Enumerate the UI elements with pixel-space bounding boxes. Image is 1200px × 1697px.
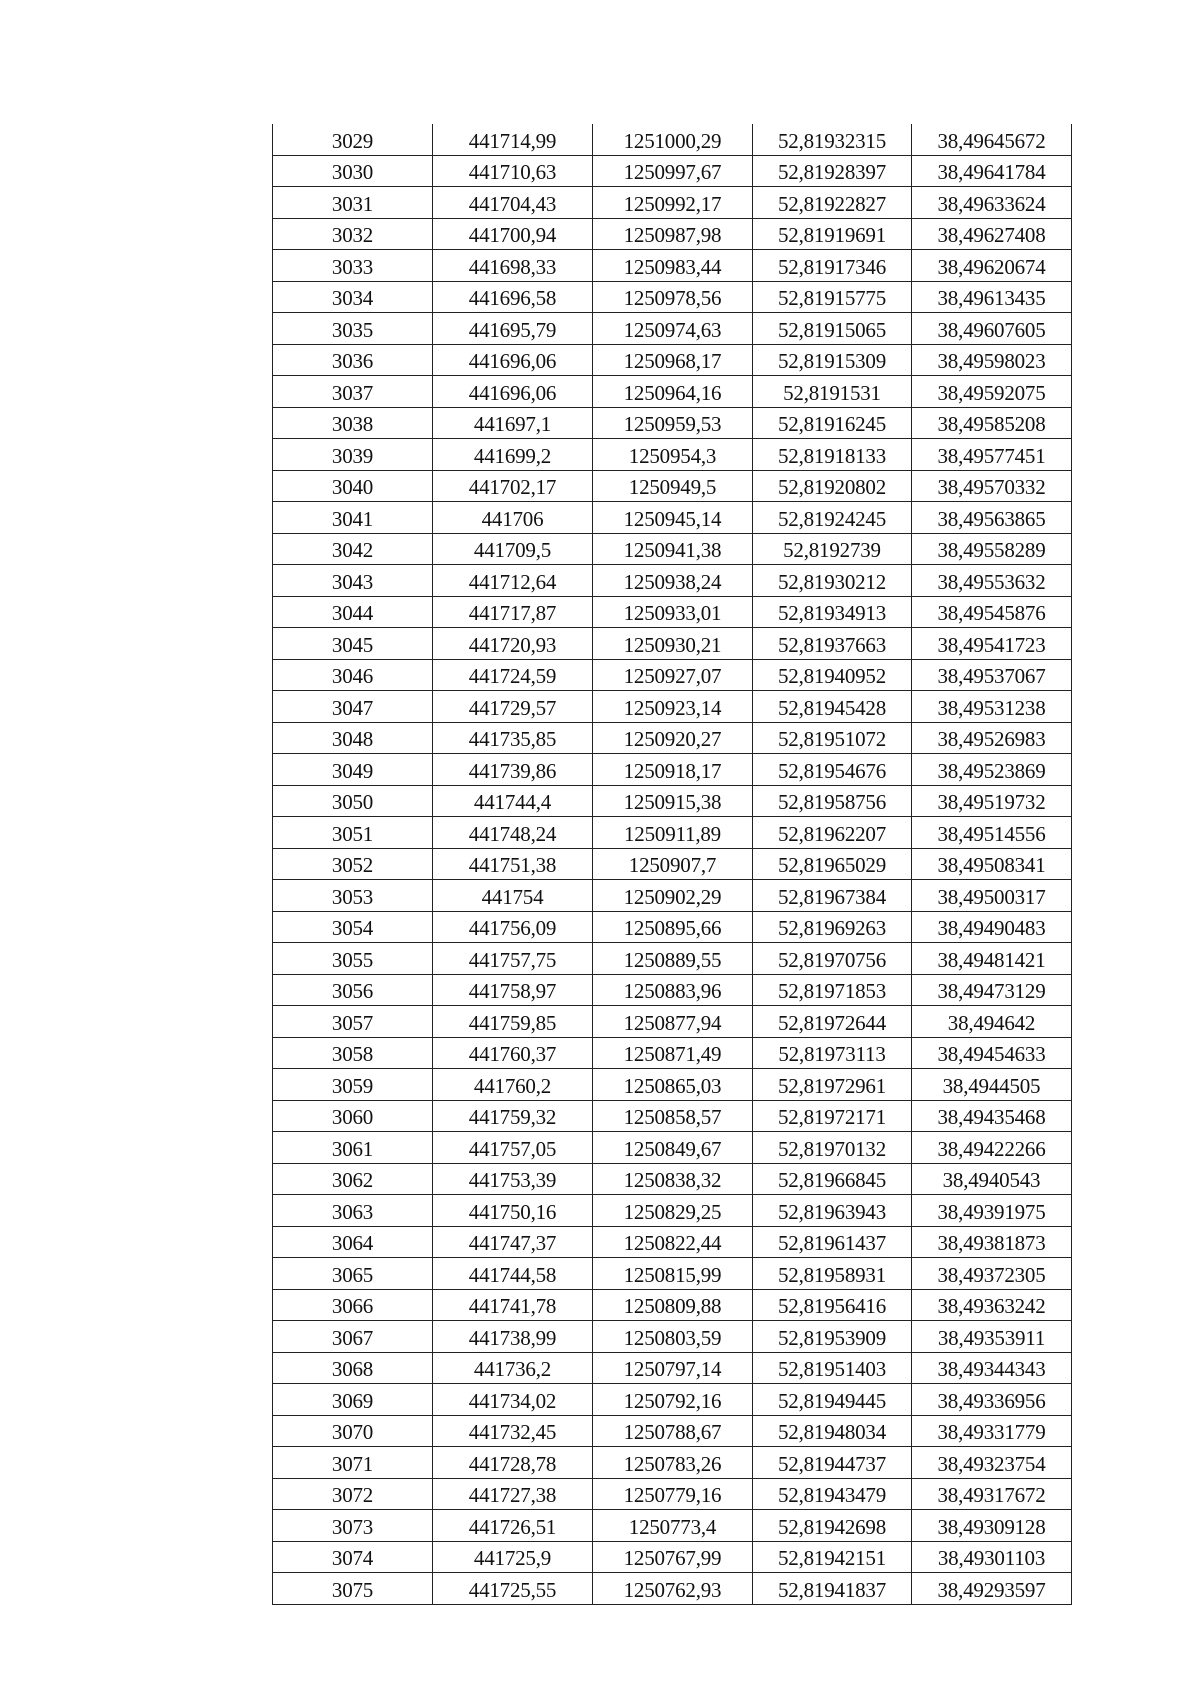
x-coordinate-cell: 441734,02 [433, 1384, 593, 1416]
y-coordinate-cell: 1250895,66 [593, 911, 753, 943]
y-coordinate-cell: 1250964,16 [593, 376, 753, 408]
latitude-cell: 52,81956416 [753, 1289, 912, 1321]
longitude-cell: 38,49372305 [912, 1258, 1072, 1290]
y-coordinate-cell: 1250954,3 [593, 439, 753, 471]
longitude-cell: 38,49598023 [912, 344, 1072, 376]
y-coordinate-cell: 1250923,14 [593, 691, 753, 723]
longitude-cell: 38,49620674 [912, 250, 1072, 282]
y-coordinate-cell: 1250941,38 [593, 533, 753, 565]
point-number-cell: 3055 [273, 943, 433, 975]
point-number-cell: 3069 [273, 1384, 433, 1416]
point-number-cell: 3041 [273, 502, 433, 534]
latitude-cell: 52,81953909 [753, 1321, 912, 1353]
x-coordinate-cell: 441757,05 [433, 1132, 593, 1164]
latitude-cell: 52,81969263 [753, 911, 912, 943]
point-number-cell: 3048 [273, 722, 433, 754]
table-row [273, 187, 1072, 219]
x-coordinate-cell: 441736,2 [433, 1352, 593, 1384]
x-coordinate-cell: 441750,16 [433, 1195, 593, 1227]
y-coordinate-cell: 1250959,53 [593, 407, 753, 439]
table-row [273, 533, 1072, 565]
latitude-cell: 52,81916245 [753, 407, 912, 439]
longitude-cell: 38,4940543 [912, 1163, 1072, 1195]
point-number-cell: 3045 [273, 628, 433, 660]
x-coordinate-cell: 441758,97 [433, 974, 593, 1006]
longitude-cell: 38,49514556 [912, 817, 1072, 849]
x-coordinate-cell: 441760,37 [433, 1037, 593, 1069]
y-coordinate-cell: 1250883,96 [593, 974, 753, 1006]
longitude-cell: 38,49454633 [912, 1037, 1072, 1069]
latitude-cell: 52,81930212 [753, 565, 912, 597]
y-coordinate-cell: 1250911,89 [593, 817, 753, 849]
latitude-cell: 52,81966845 [753, 1163, 912, 1195]
y-coordinate-cell: 1250773,4 [593, 1510, 753, 1542]
x-coordinate-cell: 441699,2 [433, 439, 593, 471]
point-number-cell: 3050 [273, 785, 433, 817]
point-number-cell: 3064 [273, 1226, 433, 1258]
longitude-cell: 38,49633624 [912, 187, 1072, 219]
point-number-cell: 3042 [273, 533, 433, 565]
point-number-cell: 3046 [273, 659, 433, 691]
table-row [273, 1447, 1072, 1479]
longitude-cell: 38,49577451 [912, 439, 1072, 471]
point-number-cell: 3052 [273, 848, 433, 880]
table-row [273, 974, 1072, 1006]
point-number-cell: 3030 [273, 155, 433, 187]
latitude-cell: 52,81941837 [753, 1573, 912, 1605]
y-coordinate-cell: 1250767,99 [593, 1541, 753, 1573]
latitude-cell: 52,81972171 [753, 1100, 912, 1132]
x-coordinate-cell: 441725,55 [433, 1573, 593, 1605]
longitude-cell: 38,49585208 [912, 407, 1072, 439]
y-coordinate-cell: 1250945,14 [593, 502, 753, 534]
table-row [273, 1069, 1072, 1101]
longitude-cell: 38,49563865 [912, 502, 1072, 534]
point-number-cell: 3073 [273, 1510, 433, 1542]
y-coordinate-cell: 1250918,17 [593, 754, 753, 786]
table-row [273, 1163, 1072, 1195]
x-coordinate-cell: 441696,58 [433, 281, 593, 313]
x-coordinate-cell: 441704,43 [433, 187, 593, 219]
longitude-cell: 38,49490483 [912, 911, 1072, 943]
latitude-cell: 52,81943479 [753, 1478, 912, 1510]
longitude-cell: 38,49309128 [912, 1510, 1072, 1542]
longitude-cell: 38,49323754 [912, 1447, 1072, 1479]
table-row [273, 1100, 1072, 1132]
x-coordinate-cell: 441720,93 [433, 628, 593, 660]
x-coordinate-cell: 441696,06 [433, 376, 593, 408]
point-number-cell: 3057 [273, 1006, 433, 1038]
table-row [273, 565, 1072, 597]
table-row [273, 785, 1072, 817]
y-coordinate-cell: 1250949,5 [593, 470, 753, 502]
y-coordinate-cell: 1250797,14 [593, 1352, 753, 1384]
point-number-cell: 3051 [273, 817, 433, 849]
point-number-cell: 3059 [273, 1069, 433, 1101]
table-row [273, 313, 1072, 345]
longitude-cell: 38,49519732 [912, 785, 1072, 817]
x-coordinate-cell: 441741,78 [433, 1289, 593, 1321]
longitude-cell: 38,49641784 [912, 155, 1072, 187]
y-coordinate-cell: 1250829,25 [593, 1195, 753, 1227]
point-number-cell: 3060 [273, 1100, 433, 1132]
longitude-cell: 38,49381873 [912, 1226, 1072, 1258]
table-row [273, 250, 1072, 282]
y-coordinate-cell: 1250815,99 [593, 1258, 753, 1290]
latitude-cell: 52,81954676 [753, 754, 912, 786]
table-row [273, 1384, 1072, 1416]
coordinates-table-body [273, 124, 1072, 1604]
table-row [273, 376, 1072, 408]
longitude-cell: 38,49317672 [912, 1478, 1072, 1510]
longitude-cell: 38,49645672 [912, 124, 1072, 155]
coordinates-table [272, 124, 1072, 1605]
longitude-cell: 38,49537067 [912, 659, 1072, 691]
latitude-cell: 52,81965029 [753, 848, 912, 880]
y-coordinate-cell: 1250858,57 [593, 1100, 753, 1132]
point-number-cell: 3047 [273, 691, 433, 723]
x-coordinate-cell: 441744,58 [433, 1258, 593, 1290]
longitude-cell: 38,4944505 [912, 1069, 1072, 1101]
y-coordinate-cell: 1250927,07 [593, 659, 753, 691]
longitude-cell: 38,49301103 [912, 1541, 1072, 1573]
longitude-cell: 38,49508341 [912, 848, 1072, 880]
y-coordinate-cell: 1250849,67 [593, 1132, 753, 1164]
point-number-cell: 3071 [273, 1447, 433, 1479]
longitude-cell: 38,49592075 [912, 376, 1072, 408]
x-coordinate-cell: 441710,63 [433, 155, 593, 187]
point-number-cell: 3054 [273, 911, 433, 943]
point-number-cell: 3075 [273, 1573, 433, 1605]
y-coordinate-cell: 1250997,67 [593, 155, 753, 187]
y-coordinate-cell: 1250809,88 [593, 1289, 753, 1321]
table-row [273, 439, 1072, 471]
latitude-cell: 52,81928397 [753, 155, 912, 187]
longitude-cell: 38,49473129 [912, 974, 1072, 1006]
longitude-cell: 38,49422266 [912, 1132, 1072, 1164]
x-coordinate-cell: 441695,79 [433, 313, 593, 345]
latitude-cell: 52,81944737 [753, 1447, 912, 1479]
x-coordinate-cell: 441725,9 [433, 1541, 593, 1573]
x-coordinate-cell: 441702,17 [433, 470, 593, 502]
y-coordinate-cell: 1250915,38 [593, 785, 753, 817]
x-coordinate-cell: 441698,33 [433, 250, 593, 282]
x-coordinate-cell: 441759,32 [433, 1100, 593, 1132]
x-coordinate-cell: 441760,2 [433, 1069, 593, 1101]
latitude-cell: 52,81918133 [753, 439, 912, 471]
y-coordinate-cell: 1250992,17 [593, 187, 753, 219]
point-number-cell: 3061 [273, 1132, 433, 1164]
y-coordinate-cell: 1250822,44 [593, 1226, 753, 1258]
latitude-cell: 52,8192739 [753, 533, 912, 565]
x-coordinate-cell: 441754 [433, 880, 593, 912]
x-coordinate-cell: 441738,99 [433, 1321, 593, 1353]
point-number-cell: 3067 [273, 1321, 433, 1353]
y-coordinate-cell: 1250865,03 [593, 1069, 753, 1101]
latitude-cell: 52,81915309 [753, 344, 912, 376]
latitude-cell: 52,81971853 [753, 974, 912, 1006]
longitude-cell: 38,49570332 [912, 470, 1072, 502]
longitude-cell: 38,49613435 [912, 281, 1072, 313]
x-coordinate-cell: 441735,85 [433, 722, 593, 754]
y-coordinate-cell: 1250877,94 [593, 1006, 753, 1038]
longitude-cell: 38,49545876 [912, 596, 1072, 628]
longitude-cell: 38,49627408 [912, 218, 1072, 250]
longitude-cell: 38,49526983 [912, 722, 1072, 754]
y-coordinate-cell: 1250783,26 [593, 1447, 753, 1479]
latitude-cell: 52,81951072 [753, 722, 912, 754]
latitude-cell: 52,81942151 [753, 1541, 912, 1573]
x-coordinate-cell: 441744,4 [433, 785, 593, 817]
latitude-cell: 52,81973113 [753, 1037, 912, 1069]
longitude-cell: 38,49336956 [912, 1384, 1072, 1416]
table-row [273, 691, 1072, 723]
point-number-cell: 3033 [273, 250, 433, 282]
latitude-cell: 52,81942698 [753, 1510, 912, 1542]
point-number-cell: 3068 [273, 1352, 433, 1384]
point-number-cell: 3040 [273, 470, 433, 502]
x-coordinate-cell: 441709,5 [433, 533, 593, 565]
point-number-cell: 3065 [273, 1258, 433, 1290]
table-row [273, 1195, 1072, 1227]
latitude-cell: 52,81963943 [753, 1195, 912, 1227]
x-coordinate-cell: 441756,09 [433, 911, 593, 943]
longitude-cell: 38,49435468 [912, 1100, 1072, 1132]
table-row [273, 848, 1072, 880]
table-row [273, 880, 1072, 912]
latitude-cell: 52,81917346 [753, 250, 912, 282]
y-coordinate-cell: 1250762,93 [593, 1573, 753, 1605]
table-row [273, 155, 1072, 187]
x-coordinate-cell: 441732,45 [433, 1415, 593, 1447]
latitude-cell: 52,81972961 [753, 1069, 912, 1101]
y-coordinate-cell: 1250838,32 [593, 1163, 753, 1195]
table-row [273, 754, 1072, 786]
y-coordinate-cell: 1250968,17 [593, 344, 753, 376]
point-number-cell: 3074 [273, 1541, 433, 1573]
y-coordinate-cell: 1250889,55 [593, 943, 753, 975]
table-row [273, 344, 1072, 376]
point-number-cell: 3038 [273, 407, 433, 439]
point-number-cell: 3037 [273, 376, 433, 408]
latitude-cell: 52,81951403 [753, 1352, 912, 1384]
table-row [273, 1478, 1072, 1510]
table-row [273, 1321, 1072, 1353]
x-coordinate-cell: 441714,99 [433, 124, 593, 155]
x-coordinate-cell: 441759,85 [433, 1006, 593, 1038]
point-number-cell: 3058 [273, 1037, 433, 1069]
latitude-cell: 52,81920802 [753, 470, 912, 502]
x-coordinate-cell: 441739,86 [433, 754, 593, 786]
x-coordinate-cell: 441724,59 [433, 659, 593, 691]
x-coordinate-cell: 441697,1 [433, 407, 593, 439]
longitude-cell: 38,49391975 [912, 1195, 1072, 1227]
x-coordinate-cell: 441729,57 [433, 691, 593, 723]
y-coordinate-cell: 1250974,63 [593, 313, 753, 345]
y-coordinate-cell: 1250803,59 [593, 1321, 753, 1353]
latitude-cell: 52,81948034 [753, 1415, 912, 1447]
longitude-cell: 38,49331779 [912, 1415, 1072, 1447]
y-coordinate-cell: 1250920,27 [593, 722, 753, 754]
x-coordinate-cell: 441700,94 [433, 218, 593, 250]
point-number-cell: 3062 [273, 1163, 433, 1195]
point-number-cell: 3072 [273, 1478, 433, 1510]
longitude-cell: 38,49344343 [912, 1352, 1072, 1384]
table-row [273, 722, 1072, 754]
latitude-cell: 52,81961437 [753, 1226, 912, 1258]
table-row [273, 596, 1072, 628]
y-coordinate-cell: 1250983,44 [593, 250, 753, 282]
latitude-cell: 52,81922827 [753, 187, 912, 219]
x-coordinate-cell: 441748,24 [433, 817, 593, 849]
point-number-cell: 3066 [273, 1289, 433, 1321]
longitude-cell: 38,49353911 [912, 1321, 1072, 1353]
latitude-cell: 52,81958931 [753, 1258, 912, 1290]
y-coordinate-cell: 1250978,56 [593, 281, 753, 313]
latitude-cell: 52,81924245 [753, 502, 912, 534]
point-number-cell: 3044 [273, 596, 433, 628]
y-coordinate-cell: 1250902,29 [593, 880, 753, 912]
latitude-cell: 52,81945428 [753, 691, 912, 723]
longitude-cell: 38,49363242 [912, 1289, 1072, 1321]
point-number-cell: 3035 [273, 313, 433, 345]
y-coordinate-cell: 1250938,24 [593, 565, 753, 597]
table-row [273, 817, 1072, 849]
x-coordinate-cell: 441726,51 [433, 1510, 593, 1542]
table-row [273, 124, 1072, 155]
latitude-cell: 52,81962207 [753, 817, 912, 849]
x-coordinate-cell: 441712,64 [433, 565, 593, 597]
latitude-cell: 52,81934913 [753, 596, 912, 628]
point-number-cell: 3053 [273, 880, 433, 912]
y-coordinate-cell: 1250987,98 [593, 218, 753, 250]
point-number-cell: 3070 [273, 1415, 433, 1447]
x-coordinate-cell: 441728,78 [433, 1447, 593, 1479]
table-row [273, 470, 1072, 502]
x-coordinate-cell: 441706 [433, 502, 593, 534]
table-row [273, 407, 1072, 439]
latitude-cell: 52,81940952 [753, 659, 912, 691]
point-number-cell: 3049 [273, 754, 433, 786]
table-row [273, 659, 1072, 691]
table-row [273, 281, 1072, 313]
point-number-cell: 3039 [273, 439, 433, 471]
longitude-cell: 38,49293597 [912, 1573, 1072, 1605]
x-coordinate-cell: 441727,38 [433, 1478, 593, 1510]
x-coordinate-cell: 441751,38 [433, 848, 593, 880]
table-row [273, 911, 1072, 943]
y-coordinate-cell: 1250871,49 [593, 1037, 753, 1069]
point-number-cell: 3056 [273, 974, 433, 1006]
latitude-cell: 52,81949445 [753, 1384, 912, 1416]
table-row [273, 1352, 1072, 1384]
longitude-cell: 38,49607605 [912, 313, 1072, 345]
point-number-cell: 3036 [273, 344, 433, 376]
point-number-cell: 3043 [273, 565, 433, 597]
latitude-cell: 52,81919691 [753, 218, 912, 250]
latitude-cell: 52,81967384 [753, 880, 912, 912]
y-coordinate-cell: 1251000,29 [593, 124, 753, 155]
y-coordinate-cell: 1250792,16 [593, 1384, 753, 1416]
table-row [273, 1258, 1072, 1290]
table-row [273, 1289, 1072, 1321]
table-row [273, 502, 1072, 534]
x-coordinate-cell: 441757,75 [433, 943, 593, 975]
point-number-cell: 3032 [273, 218, 433, 250]
longitude-cell: 38,49541723 [912, 628, 1072, 660]
table-row [273, 218, 1072, 250]
table-row [273, 1037, 1072, 1069]
point-number-cell: 3034 [273, 281, 433, 313]
latitude-cell: 52,81915775 [753, 281, 912, 313]
longitude-cell: 38,49558289 [912, 533, 1072, 565]
longitude-cell: 38,49481421 [912, 943, 1072, 975]
x-coordinate-cell: 441717,87 [433, 596, 593, 628]
y-coordinate-cell: 1250779,16 [593, 1478, 753, 1510]
latitude-cell: 52,81932315 [753, 124, 912, 155]
y-coordinate-cell: 1250933,01 [593, 596, 753, 628]
longitude-cell: 38,49500317 [912, 880, 1072, 912]
latitude-cell: 52,81972644 [753, 1006, 912, 1038]
longitude-cell: 38,49523869 [912, 754, 1072, 786]
table-row [273, 1132, 1072, 1164]
y-coordinate-cell: 1250788,67 [593, 1415, 753, 1447]
table-row [273, 943, 1072, 975]
latitude-cell: 52,81937663 [753, 628, 912, 660]
latitude-cell: 52,8191531 [753, 376, 912, 408]
longitude-cell: 38,494642 [912, 1006, 1072, 1038]
x-coordinate-cell: 441747,37 [433, 1226, 593, 1258]
table-row [273, 1415, 1072, 1447]
latitude-cell: 52,81970132 [753, 1132, 912, 1164]
longitude-cell: 38,49553632 [912, 565, 1072, 597]
table-row [273, 1510, 1072, 1542]
table-row [273, 1541, 1072, 1573]
longitude-cell: 38,49531238 [912, 691, 1072, 723]
point-number-cell: 3063 [273, 1195, 433, 1227]
table-row [273, 628, 1072, 660]
latitude-cell: 52,81915065 [753, 313, 912, 345]
x-coordinate-cell: 441753,39 [433, 1163, 593, 1195]
x-coordinate-cell: 441696,06 [433, 344, 593, 376]
y-coordinate-cell: 1250907,7 [593, 848, 753, 880]
point-number-cell: 3031 [273, 187, 433, 219]
table-row [273, 1006, 1072, 1038]
latitude-cell: 52,81970756 [753, 943, 912, 975]
point-number-cell: 3029 [273, 124, 433, 155]
table-row [273, 1226, 1072, 1258]
y-coordinate-cell: 1250930,21 [593, 628, 753, 660]
table-row [273, 1573, 1072, 1605]
latitude-cell: 52,81958756 [753, 785, 912, 817]
